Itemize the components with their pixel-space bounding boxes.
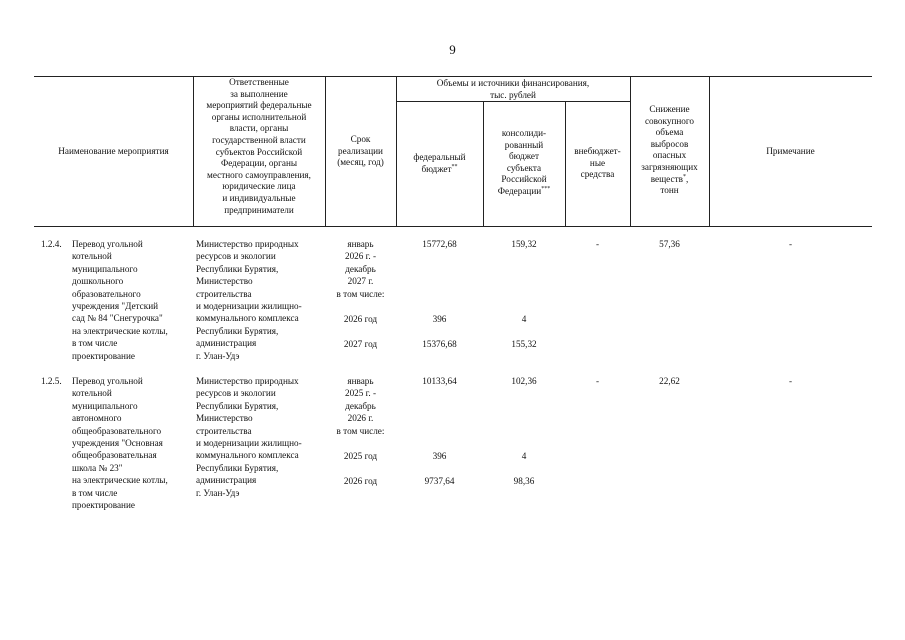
header-federal-line2: бюджет** (421, 163, 458, 174)
row-responsible-line: и модернизации жилищно- (196, 438, 302, 449)
row-term-line: январь (347, 376, 374, 386)
row-responsible (196, 238, 302, 362)
header-responsible-line: субъектов Российской (215, 146, 303, 157)
row-sub-year: 2026 год (343, 476, 378, 486)
row-name (72, 375, 168, 511)
row-name-line: котельной (72, 251, 112, 262)
row-responsible-line: администрация (196, 338, 257, 349)
row-responsible (196, 375, 302, 499)
row-responsible-line: администрация (196, 475, 257, 486)
row-responsible-line: коммунального комплекса (196, 313, 299, 324)
row-term-line: в том числе: (336, 288, 385, 299)
row-name-line: котельной (72, 388, 112, 399)
header-bottom-border (34, 226, 872, 227)
row-name-line: проектирование (72, 350, 135, 361)
row-extra-budget: - (595, 239, 600, 249)
row-name (72, 238, 168, 362)
row-number: 1.2.5. (41, 376, 62, 386)
row-sub-consolidated: 4 (521, 314, 527, 324)
row-sub-consolidated: 4 (521, 451, 527, 461)
row-name-line: образовательного (72, 288, 141, 299)
row-responsible-line: Министерство (196, 276, 253, 287)
row-responsible-line: Министерство (196, 413, 253, 424)
row-note: - (788, 376, 793, 386)
row-term-line: декабрь (345, 400, 376, 411)
header-extra-line: внебюджет- (574, 146, 621, 156)
row-name-line: муниципального (72, 400, 138, 411)
row-consolidated: 102,36 (511, 376, 537, 386)
row-sub-consolidated: 98,36 (513, 476, 535, 486)
row-name-line: общеобразовательная (72, 450, 157, 461)
row-sub-federal: 9737,64 (424, 476, 455, 486)
header-responsible-line: предприниматели (224, 204, 294, 215)
header-responsible-line: органы исполнительной (211, 111, 307, 122)
row-sub-year: 2027 год (343, 339, 378, 349)
row-name-line: общеобразовательного (72, 425, 162, 436)
header-term-line: Срок (350, 134, 371, 144)
row-name-line: школа № 23" (72, 462, 123, 473)
row-note: - (788, 239, 793, 249)
row-responsible-line: Республики Бурятия, (196, 400, 279, 411)
row-federal: 10133,64 (422, 376, 457, 386)
row-name-line: проектирование (72, 500, 135, 511)
header-responsible-line: и индивидуальные (222, 192, 296, 203)
row-term-line: 2026 г. - (344, 251, 377, 262)
header-term-line: (месяц, год) (337, 157, 384, 168)
header-consolidated: консолиди- рованный бюджет субъекта Российской Федерации*** (497, 128, 551, 196)
row-sub-consolidated: 155,32 (511, 339, 537, 349)
header-emission: Снижение совокупного объема выбросов опасных загрязняющих веществ*, тонн (641, 104, 698, 196)
header-term (325, 134, 396, 169)
row-responsible-line: Республики Бурятия, (196, 462, 279, 473)
header-responsible-line: юридические лица (222, 181, 296, 192)
header-funding (396, 78, 630, 101)
row-term-line: декабрь (345, 263, 376, 274)
header-responsible-line: Ответственные (229, 77, 289, 87)
row-sub-federal: 396 (432, 314, 447, 324)
header-term-line: реализации (338, 145, 383, 156)
header-federal (396, 152, 483, 175)
header-funding-line: Объемы и источники финансирования, (436, 78, 590, 88)
row-responsible-line: г. Улан-Удэ (196, 487, 240, 498)
header-responsible-line: за выполнение (230, 88, 288, 99)
row-term-line: 2025 г. - (344, 388, 377, 399)
row-name-line: на электрические котлы, (72, 325, 168, 336)
row-name-line: дошкольного (72, 276, 124, 287)
header-responsible-line: мероприятий федеральные (206, 100, 312, 111)
row-number: 1.2.4. (41, 239, 62, 249)
row-federal: 15772,68 (422, 239, 457, 249)
row-responsible-line: ресурсов и экологии (196, 388, 276, 399)
row-responsible-line: Республики Бурятия, (196, 325, 279, 336)
row-name-line: учреждения "Основная (72, 438, 163, 449)
header-federal-line1: федеральный (413, 152, 466, 162)
row-name-line: автономного (72, 413, 122, 424)
header-funding-line: тыс. рублей (490, 89, 536, 100)
row-term-line: январь (347, 239, 374, 249)
row-extra-budget: - (595, 376, 600, 386)
header-extra-budget (565, 146, 630, 181)
row-name-line: в том числе (72, 338, 118, 349)
row-sub-federal: 396 (432, 451, 447, 461)
row-name-line: сад № 84 "Снегурочка" (72, 313, 163, 324)
header-extra-line: средства (580, 169, 615, 180)
header-extra-line: ные (589, 157, 606, 168)
row-responsible-line: строительства (196, 288, 252, 299)
row-sub-year: 2026 год (343, 314, 378, 324)
row-consolidated: 159,32 (511, 239, 537, 249)
header-name: Наименование мероприятия (58, 146, 169, 156)
row-name-line: Перевод угольной (72, 239, 143, 249)
table-top-border (34, 76, 872, 77)
row-emission: 22,62 (659, 376, 680, 386)
row-name-line: в том числе (72, 487, 118, 498)
row-name-line: учреждения "Детский (72, 301, 159, 312)
row-emission: 57,36 (659, 239, 680, 249)
row-term (325, 238, 396, 300)
row-responsible-line: Министерство природных (196, 239, 299, 249)
row-name-line: муниципального (72, 263, 138, 274)
row-term-line: 2027 г. (347, 276, 374, 287)
row-term-line: в том числе: (336, 425, 385, 436)
header-responsible-line: местного самоуправления, (207, 169, 311, 180)
header-responsible-line: государственной власти (212, 134, 306, 145)
header-responsible-line: власти, органы (229, 123, 289, 134)
row-responsible-line: Министерство природных (196, 376, 299, 386)
row-term (325, 375, 396, 437)
header-responsible (193, 77, 325, 216)
row-name-line: на электрические котлы, (72, 475, 168, 486)
row-term-line: 2026 г. (347, 413, 374, 424)
page-number: 9 (449, 42, 456, 57)
row-responsible-line: ресурсов и экологии (196, 251, 276, 262)
row-responsible-line: и модернизации жилищно- (196, 301, 302, 312)
row-sub-year: 2025 год (343, 451, 378, 461)
header-note: Примечание (766, 146, 815, 156)
row-sub-federal: 15376,68 (422, 339, 457, 349)
row-responsible-line: строительства (196, 425, 252, 436)
row-responsible-line: г. Улан-Удэ (196, 350, 240, 361)
row-name-line: Перевод угольной (72, 376, 143, 386)
row-responsible-line: коммунального комплекса (196, 450, 299, 461)
row-responsible-line: Республики Бурятия, (196, 263, 279, 274)
header-responsible-line: Федерации, органы (220, 158, 298, 169)
